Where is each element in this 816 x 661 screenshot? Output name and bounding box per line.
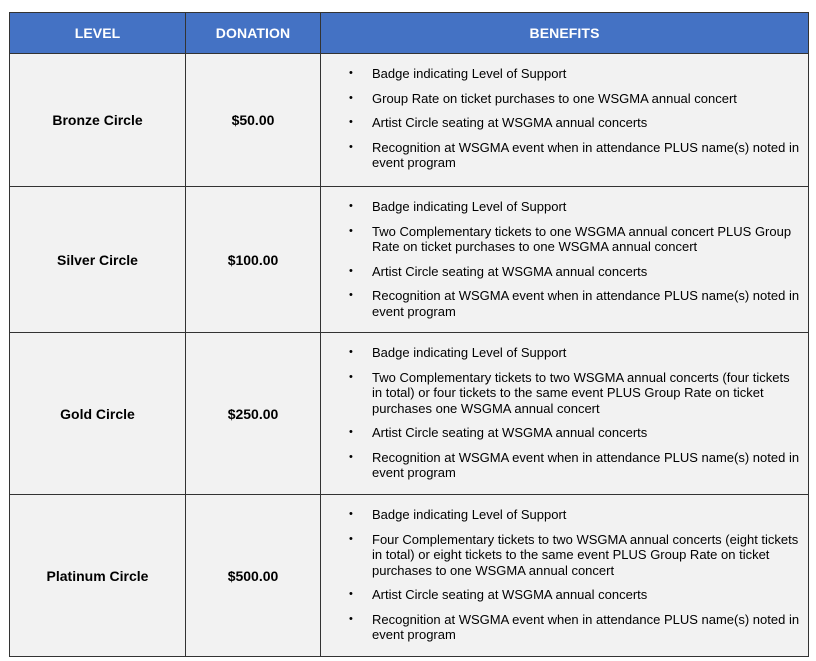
benefit-list <box>321 54 808 179</box>
bullet-icon: • <box>349 426 353 438</box>
benefit-item <box>321 370 802 417</box>
level-cell: Platinum Circle <box>10 495 186 657</box>
benefit-item <box>321 532 802 579</box>
bullet-icon: • <box>349 264 353 277</box>
donation-column-header: DONATION <box>186 13 321 54</box>
benefits-cell <box>321 187 809 333</box>
benefit-item <box>321 91 802 107</box>
donation-cell: $100.00 <box>186 187 321 333</box>
benefit-text: Artist Circle seating at WSGMA annual concerts <box>372 425 648 440</box>
benefit-item <box>321 288 802 319</box>
benefits-column-header: BENEFITS <box>321 13 809 54</box>
benefit-text: Recognition at WSGMA event when in attendance PLUS name(s) noted in event program <box>372 611 800 642</box>
benefits-cell <box>321 495 809 657</box>
benefit-text: Badge indicating Level of Support <box>372 345 567 360</box>
bullet-icon: • <box>349 370 353 383</box>
benefit-list <box>321 333 808 489</box>
donation-cell: $500.00 <box>186 495 321 657</box>
level-column-header: LEVEL <box>10 13 186 54</box>
donation-cell: $250.00 <box>186 333 321 495</box>
benefit-text: Two Complementary tickets to one WSGMA annual concert PLUS Group Rate on ticket purchases to one WSGMA annual concert <box>372 223 792 254</box>
table-row <box>10 333 809 495</box>
bullet-icon: • <box>349 588 353 600</box>
bullet-icon: • <box>349 532 353 545</box>
benefit-item <box>321 66 802 82</box>
level-cell: Bronze Circle <box>10 54 186 187</box>
benefit-text: Recognition at WSGMA event when in attendance PLUS name(s) noted in event program <box>372 139 800 170</box>
benefit-text: Badge indicating Level of Support <box>372 66 567 81</box>
bullet-icon: • <box>349 224 353 237</box>
benefit-item <box>321 264 802 280</box>
benefit-text: Group Rate on ticket purchases to one WSGMA annual concert <box>372 90 737 106</box>
bullet-icon: • <box>349 67 353 79</box>
benefit-item <box>321 224 802 255</box>
level-cell: Gold Circle <box>10 333 186 495</box>
benefit-item <box>321 345 802 361</box>
bullet-icon: • <box>349 508 353 520</box>
benefit-text: Artist Circle seating at WSGMA annual concerts <box>372 115 648 130</box>
bullet-icon: • <box>349 140 353 153</box>
bullet-icon: • <box>349 612 353 625</box>
benefit-list <box>321 187 808 327</box>
benefit-item <box>321 587 802 603</box>
benefit-item <box>321 612 802 643</box>
bullet-icon: • <box>349 450 353 463</box>
benefits-cell <box>321 333 809 495</box>
benefit-text: Artist Circle seating at WSGMA annual concerts <box>372 263 648 279</box>
bullet-icon: • <box>349 116 353 128</box>
benefit-item <box>321 199 802 215</box>
bullet-icon: • <box>349 289 353 301</box>
table-row <box>10 54 809 187</box>
benefit-list <box>321 495 808 651</box>
benefit-text: Badge indicating Level of Support <box>372 507 567 522</box>
bullet-icon: • <box>349 346 353 358</box>
header-row <box>10 13 809 54</box>
table-row <box>10 187 809 333</box>
bullet-icon: • <box>349 200 353 212</box>
level-cell: Silver Circle <box>10 187 186 333</box>
benefit-text: Two Complementary tickets to two WSGMA annual concerts (four tickets in total) or four tickets to the same event PLUS Group Rate on ticket purchases one WSGMA annual concert <box>372 369 790 416</box>
benefit-text: Artist Circle seating at WSGMA annual concerts <box>372 587 648 602</box>
benefit-item <box>321 507 802 523</box>
donation-cell: $50.00 <box>186 54 321 187</box>
benefit-item <box>321 425 802 441</box>
benefit-text: Recognition at WSGMA event when in attendance PLUS name(s) noted in event program <box>372 288 800 319</box>
benefit-text: Four Complementary tickets to two WSGMA annual concerts (eight tickets in total) or eight tickets to the same event PLUS Group Rate on ticket purchases to one WSGMA annual concert <box>372 531 799 578</box>
benefit-item <box>321 115 802 131</box>
benefit-item <box>321 140 802 171</box>
bullet-icon: • <box>349 91 353 104</box>
benefit-item <box>321 450 802 481</box>
benefits-cell <box>321 54 809 187</box>
benefit-text: Badge indicating Level of Support <box>372 199 567 214</box>
table-row <box>10 495 809 657</box>
membership-levels-table <box>9 12 809 657</box>
benefit-text: Recognition at WSGMA event when in attendance PLUS name(s) noted in event program <box>372 449 800 480</box>
